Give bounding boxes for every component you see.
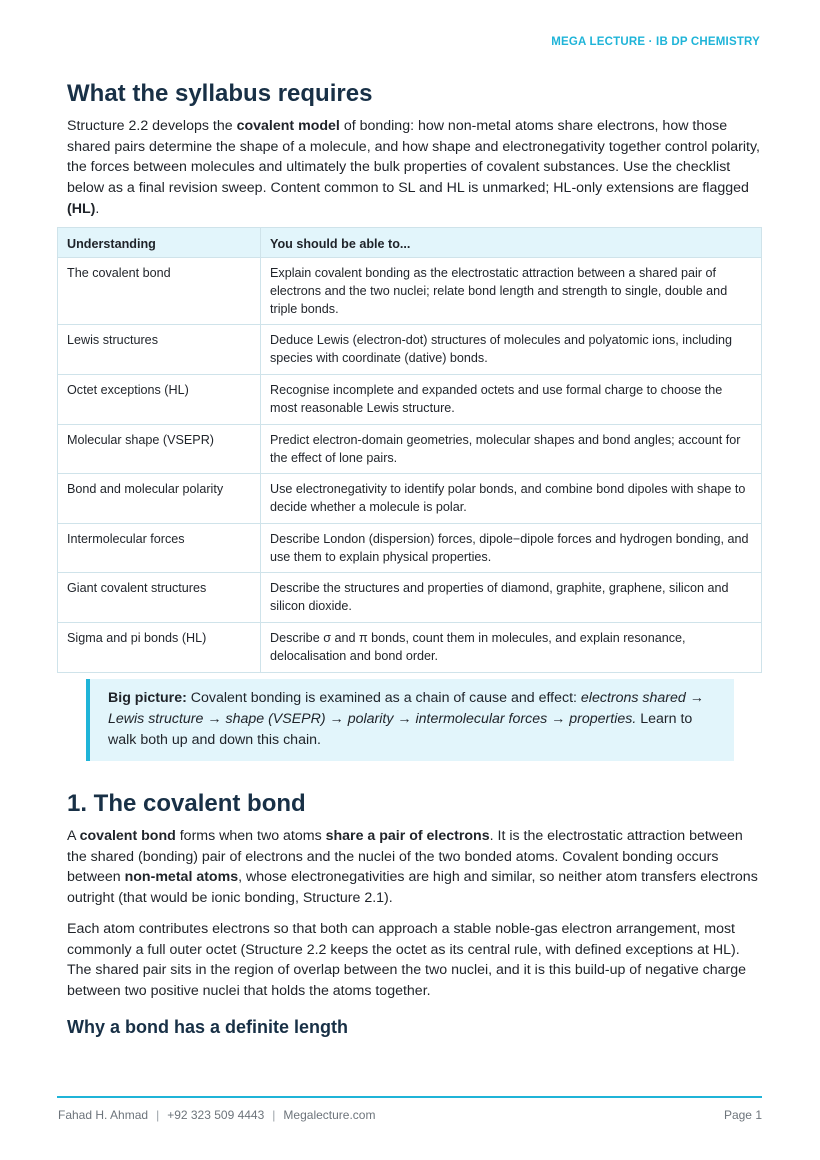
row-objective: Explain covalent bonding as the electrostatic attraction between a shared pair of electrons and the two nuclei; relate bond length and strength to single, double and triple bonds. bbox=[261, 258, 762, 325]
cause-effect-chain: electrons shared → Lewis structure → shape (VSEPR) → polarity → intermolecular forces → properties. bbox=[108, 690, 704, 727]
table-row bbox=[58, 623, 762, 673]
row-topic: Sigma and pi bonds (HL) bbox=[58, 623, 261, 673]
page-content bbox=[67, 78, 762, 220]
running-head: MEGA LECTURE · IB DP CHEMISTRY bbox=[551, 36, 760, 48]
column-header-understanding: Understanding bbox=[58, 228, 261, 258]
page-footer: Fahad H. Ahmad | +92 323 509 4443 | Megalecture.com Page 1 bbox=[58, 1108, 762, 1122]
row-topic: Molecular shape (VSEPR) bbox=[58, 425, 261, 474]
subheading-bond-length: Why a bond has a definite length bbox=[67, 1016, 349, 1037]
table-row bbox=[58, 325, 762, 375]
syllabus-table bbox=[57, 227, 762, 673]
intro-paragraph: Structure 2.2 develops the covalent model of bonding: how non-metal atoms share electrons, how those shared pairs determine the shape of a molecule, and how shape and electronegativity together control polarity, the forces between molecules and ultimately the bulk properties of covalent substances. Use the checklist below as a final revision sweep. Content common to SL and HL is unmarked; HL-only extensions are flagged (HL). bbox=[67, 118, 760, 217]
table-row bbox=[58, 425, 762, 474]
paragraph-octet: Each atom contributes electrons so that both can approach a stable noble-gas electron arrangement, most commonly a full outer octet (Structure 2.2 keeps the octet as its central rule, with defined exceptions at HL). The shared pair sits in the region of overlap between the two nuclei, and it is this build-up of negative charge between two positive nuclei that holds the atoms together. bbox=[67, 920, 747, 999]
table-row bbox=[58, 258, 762, 325]
paragraph-covalent-definition: A covalent bond forms when two atoms share a pair of electrons. It is the electrostatic attraction between the shared (bonding) pair of electrons and the nuclei of the two bonded atoms. Covalent bonding occurs between non-metal atoms, whose electronegativities are high and similar, so neither atom transfers electrons outright (that would be ionic bonding, Structure 2.1). bbox=[67, 828, 758, 907]
table-row bbox=[58, 375, 762, 425]
row-objective: Describe London (dispersion) forces, dipole−dipole forces and hydrogen bonding, and use them to explain physical properties. bbox=[261, 524, 762, 573]
footer-author: Fahad H. Ahmad bbox=[58, 1108, 149, 1122]
table-row bbox=[58, 573, 762, 623]
footer-phone: +92 323 509 4443 bbox=[167, 1108, 265, 1122]
big-picture-callout bbox=[86, 679, 734, 761]
row-topic: Lewis structures bbox=[58, 325, 261, 375]
callout-text: Big picture: Covalent bonding is examined as a chain of cause and effect: electrons shared → Lewis structure → shape (VSEPR) → polarity → intermolecular forces → properties. Learn to walk both up and down this chain. bbox=[108, 690, 704, 748]
callout-label: Big picture: bbox=[108, 690, 187, 706]
table-row bbox=[58, 524, 762, 573]
row-topic: Giant covalent structures bbox=[58, 573, 261, 623]
table-row bbox=[58, 474, 762, 524]
row-topic: Bond and molecular polarity bbox=[58, 474, 261, 524]
section-covalent-bond bbox=[67, 788, 762, 1039]
row-objective: Predict electron-domain geometries, molecular shapes and bond angles; account for the effect of lone pairs. bbox=[261, 425, 762, 474]
row-objective: Use electronegativity to identify polar bonds, and combine bond dipoles with shape to decide whether a molecule is polar. bbox=[261, 474, 762, 524]
row-objective: Recognise incomplete and expanded octets and use formal charge to choose the most reasonable Lewis structure. bbox=[261, 375, 762, 425]
table-header-row bbox=[58, 228, 762, 258]
page-number: Page 1 bbox=[723, 1108, 762, 1122]
row-topic: Intermolecular forces bbox=[58, 524, 261, 573]
row-topic: The covalent bond bbox=[58, 258, 261, 325]
row-objective: Describe the structures and properties of diamond, graphite, graphene, silicon and silicon dioxide. bbox=[261, 573, 762, 623]
section-title-syllabus: What the syllabus requires bbox=[67, 80, 373, 107]
row-objective: Describe σ and π bonds, count them in molecules, and explain resonance, delocalisation and bond order. bbox=[261, 623, 762, 673]
row-topic: Octet exceptions (HL) bbox=[58, 375, 261, 425]
footer-website: Megalecture.com bbox=[283, 1108, 376, 1122]
column-header-able-to: You should be able to... bbox=[261, 228, 762, 258]
footer-divider bbox=[57, 1096, 762, 1098]
row-objective: Deduce Lewis (electron-dot) structures of molecules and polyatomic ions, including species with coordinate (dative) bonds. bbox=[261, 325, 762, 375]
section-title-covalent-bond: 1. The covalent bond bbox=[67, 790, 306, 817]
